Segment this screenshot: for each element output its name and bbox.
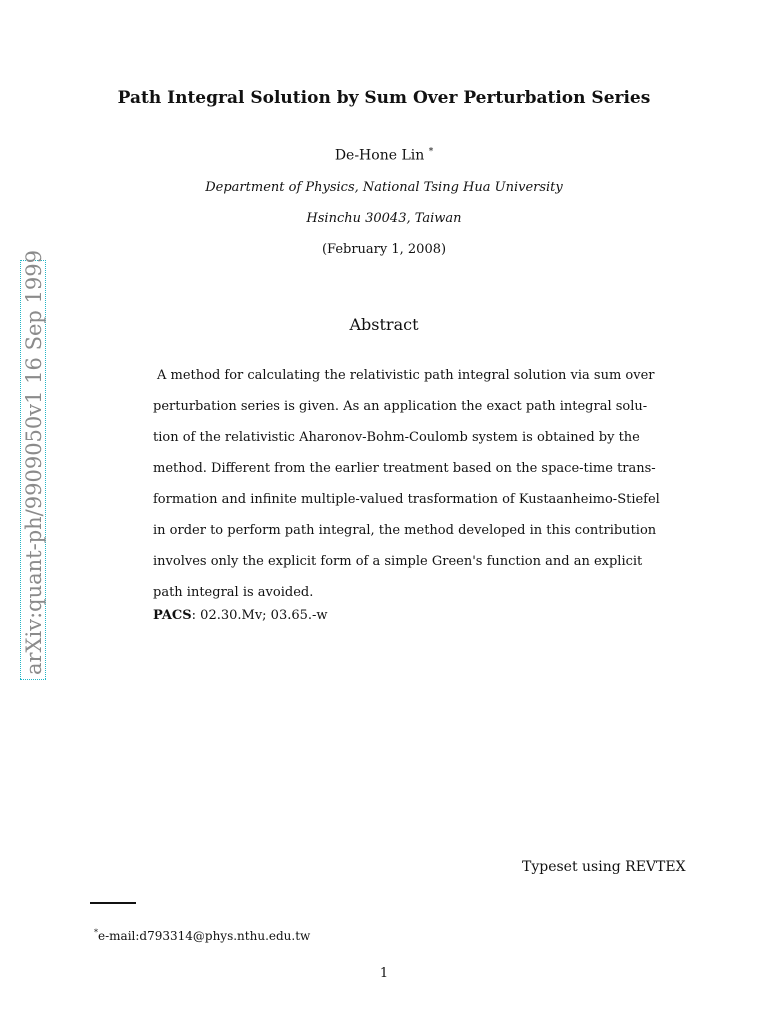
footnote-mark: * bbox=[94, 928, 98, 937]
affiliation-department: Department of Physics, National Tsing Hua University bbox=[205, 180, 563, 195]
abstract-line: in order to perform path integral, the method developed in this contribution bbox=[153, 523, 657, 538]
abstract-body bbox=[153, 360, 660, 608]
paper-date: (February 1, 2008) bbox=[321, 242, 447, 257]
affiliation-location: Hsinchu 30043, Taiwan bbox=[306, 211, 462, 226]
abstract-line: method. Different from the earlier treatment based on the space-time trans- bbox=[153, 461, 656, 476]
abstract-heading: Abstract bbox=[349, 315, 419, 334]
author-name bbox=[0, 147, 768, 164]
footnote-email: e-mail:d793314@phys.nthu.edu.tw bbox=[98, 929, 311, 943]
abstract-line: involves only the explicit form of a simple Green's function and an explicit bbox=[153, 554, 643, 569]
footnote-rule bbox=[90, 902, 136, 904]
abstract-line: A method for calculating the relativistic path integral solution via sum over bbox=[157, 368, 655, 383]
abstract-line: formation and infinite multiple-valued trasformation of Kustaanheimo-Stiefel bbox=[153, 492, 660, 507]
footnote bbox=[94, 928, 310, 943]
typeset-note: Typeset using REVTEX bbox=[522, 859, 686, 875]
abstract-line: path integral is avoided. bbox=[153, 585, 314, 600]
abstract-line: perturbation series is given. As an application the exact path integral solu- bbox=[153, 399, 648, 414]
page-number: 1 bbox=[379, 966, 389, 981]
author-footnote-mark: * bbox=[428, 147, 434, 157]
author-name-text: De-Hone Lin bbox=[334, 147, 425, 164]
pacs-value: : 02.30.Mv; 03.65.-w bbox=[191, 608, 328, 623]
pacs-label: PACS bbox=[153, 608, 192, 623]
abstract-line: tion of the relativistic Aharonov-Bohm-Coulomb system is obtained by the bbox=[153, 430, 640, 445]
pacs-codes bbox=[153, 608, 328, 623]
paper-title: Path Integral Solution by Sum Over Perturbation Series bbox=[117, 88, 651, 108]
arxiv-stamp: arXiv:quant-ph/9909050v1 16 Sep 1999 bbox=[20, 260, 46, 680]
